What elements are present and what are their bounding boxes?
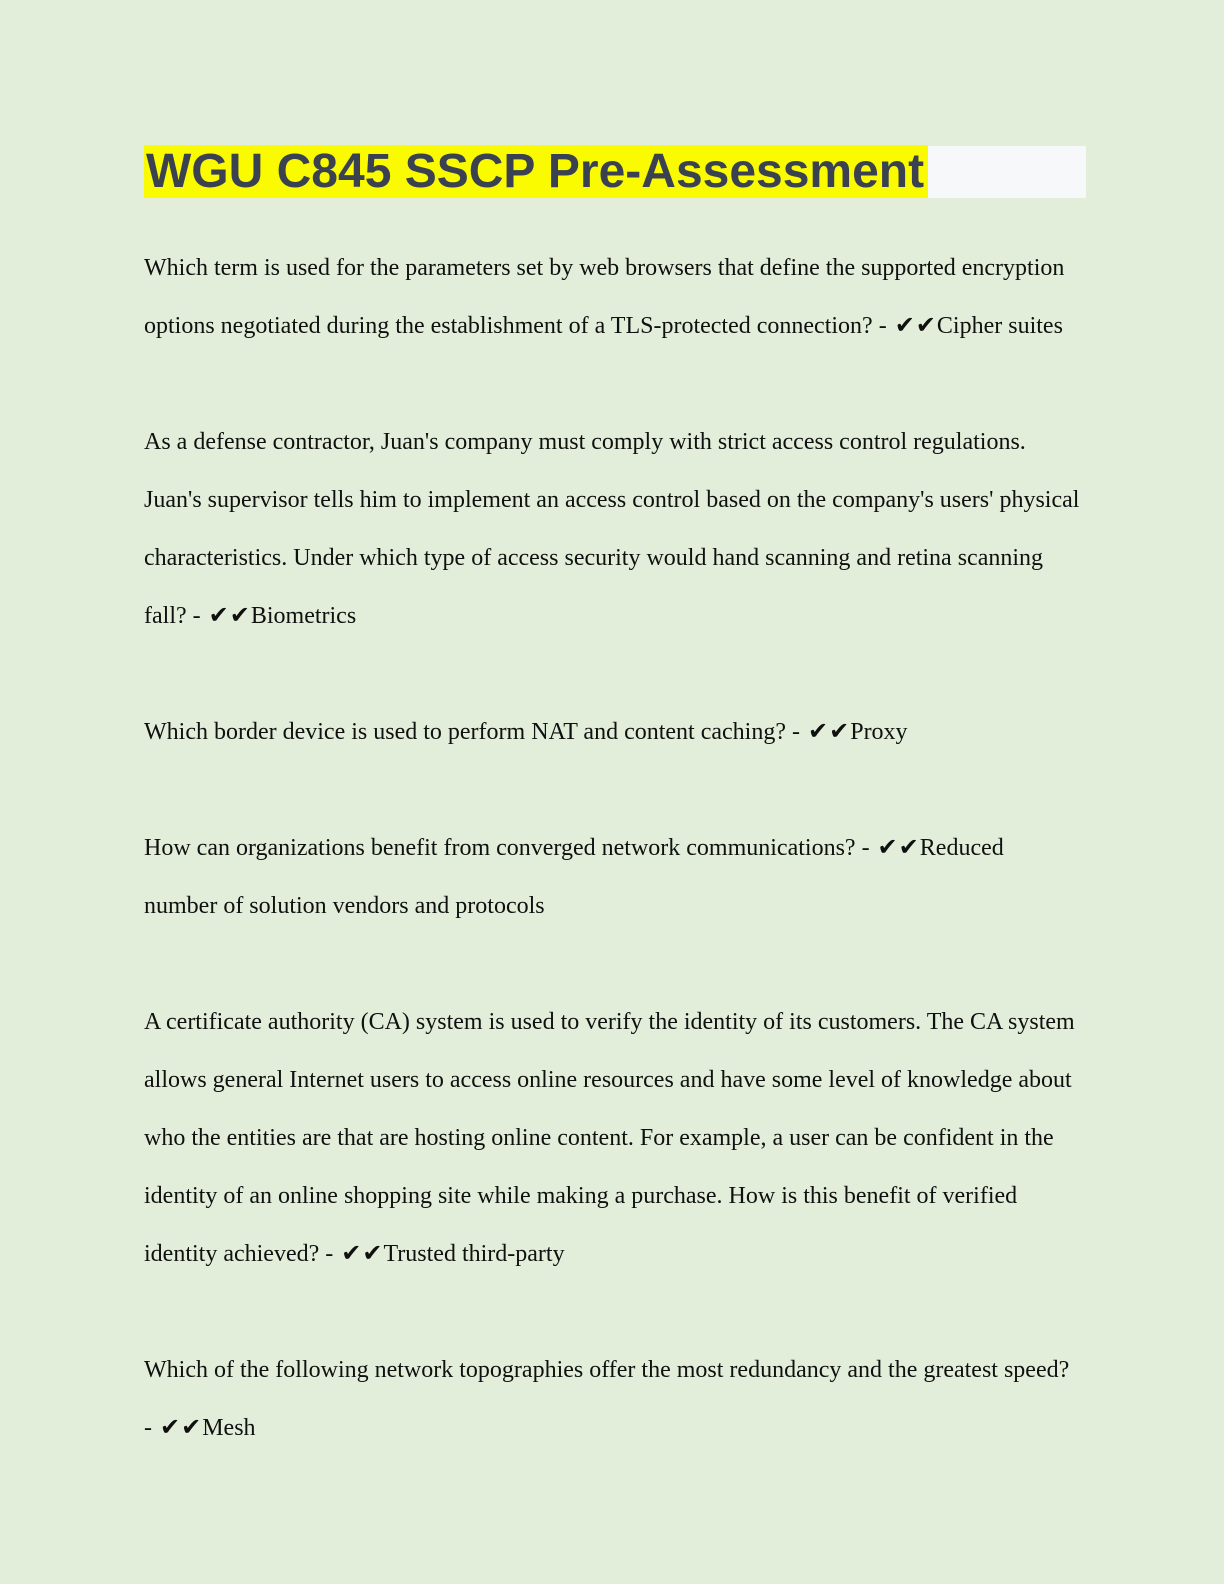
question-text: How can organizations benefit from converged network communications? xyxy=(144,835,862,861)
answer-text: Reduced number of solution vendors and protocols xyxy=(144,835,1004,919)
correct-answer-marker: - ✔✔ xyxy=(878,313,937,339)
qa-paragraph xyxy=(144,1341,1080,1457)
title-text: WGU C845 SSCP Pre-Assessment xyxy=(144,145,928,198)
title-trailing-highlight xyxy=(928,146,1086,198)
correct-answer-marker: - ✔✔ xyxy=(144,1415,203,1441)
answer-text: Biometrics xyxy=(250,603,357,629)
answer-text: Cipher suites xyxy=(936,313,1063,339)
question-text: Which border device is used to perform NAT and content caching? xyxy=(144,719,792,745)
answer-text: Mesh xyxy=(202,1415,256,1441)
correct-answer-marker: - ✔✔ xyxy=(792,719,851,745)
qa-paragraph xyxy=(144,703,1080,761)
qa-paragraph xyxy=(144,413,1080,645)
answer-text: Proxy xyxy=(850,719,908,745)
qa-paragraph xyxy=(144,819,1080,935)
qa-paragraph xyxy=(144,993,1080,1283)
correct-answer-marker: - ✔✔ xyxy=(325,1241,384,1267)
correct-answer-marker: - ✔✔ xyxy=(192,603,251,629)
correct-answer-marker: - ✔✔ xyxy=(861,835,920,861)
answer-text: Trusted third-party xyxy=(383,1241,565,1267)
question-text: A certificate authority (CA) system is used to verify the identity of its customers. The CA system allows general Internet users to access online resources and have some level of knowledge about who the entities are that are hosting online content. For example, a user can be confident in the identity of an online shopping site while making a purchase. How is this benefit of verified identity achieved? xyxy=(144,1009,1075,1267)
question-text: Which of the following network topographies offer the most redundancy and the greatest speed? xyxy=(144,1357,1070,1383)
document-title xyxy=(144,145,1080,198)
question-text: As a defense contractor, Juan's company must comply with strict access control regulations. Juan's supervisor tells him to implement an access control based on the company's users' physical characteristics. Under which type of access security would hand scanning and retina scanning fall? xyxy=(144,429,1080,629)
qa-paragraph xyxy=(144,239,1080,355)
question-text: Which term is used for the parameters set by web browsers that define the supported encryption options negotiated during the establishment of a TLS-protected connection? xyxy=(144,255,1065,339)
qa-list xyxy=(144,239,1080,1457)
